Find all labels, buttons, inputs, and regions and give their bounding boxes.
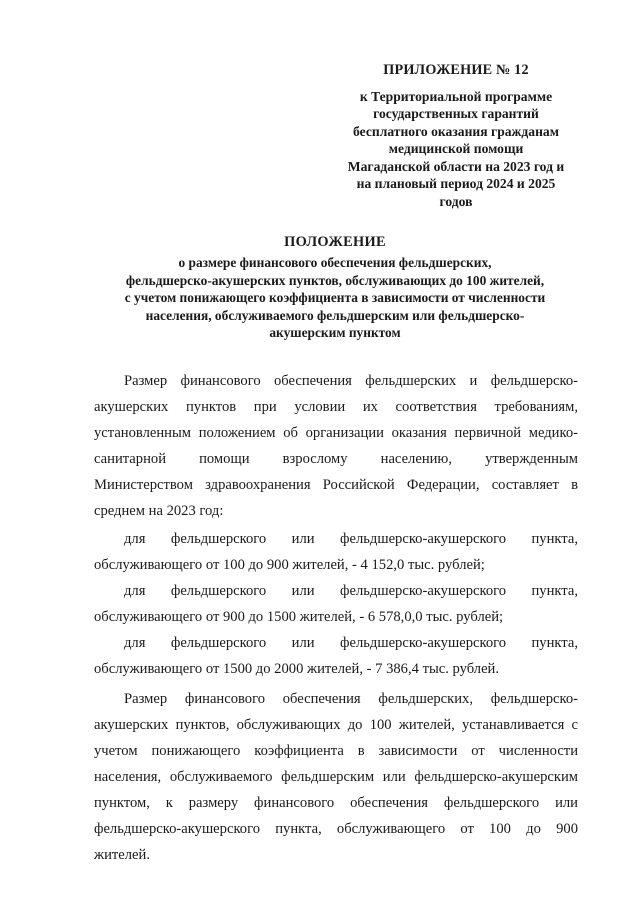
appendix-header [318,62,594,210]
text-line: пунктом, к размеру финансового обеспечения фельдшерского или [94,795,578,811]
regulation-subtitle-line: фельдшерско-акушерских пунктов, обслуживающих до 100 жителей, [125,272,545,288]
text-line: для фельдшерского или фельдшерско-акушерского пункта, [124,635,578,651]
text-line: Размер финансового обеспечения фельдшерских, фельдшерско- [124,691,578,707]
text-line: обслуживающего от 100 до 900 жителей, - 4 152,0 тыс. рублей; [94,557,485,573]
paragraph-reduced-coefficient [94,686,578,868]
text-line: акушерских пунктов при условии их соответствия требованиям, [94,399,578,415]
regulation-subtitle-line: населения, обслуживаемого фельдшерским или фельдшерско- [145,307,525,323]
text-line: фельдшерско-акушерского пункта, обслуживающего от 100 до 900 [94,821,578,837]
regulation-title: ПОЛОЖЕНИЕ [284,234,386,250]
regulation-subtitle-line: о размере финансового обеспечения фельдшерских, [178,255,492,270]
text-line: Министерством здравоохранения Российской Федерации, составляет в [94,477,578,493]
paragraph-financing-amount [94,368,578,524]
text-line: среднем на 2023 год: [94,503,224,519]
text-line: учетом понижающего коэффициента в зависимости от численности [94,743,578,759]
body-text [94,368,578,868]
text-line: населения, обслуживаемого фельдшерским или фельдшерско-акушерским [94,769,578,785]
appendix-line: к Территориальной программе [359,88,553,104]
regulation-heading [80,232,590,342]
appendix-line: государственных гарантий [373,106,539,121]
appendix-line: бесплатного оказания гражданам [353,123,559,139]
text-line: установленным положением об организации оказания первичной медико- [94,425,578,441]
appendix-line: на плановый период 2024 и 2025 [356,176,556,191]
text-line: жителей. [94,847,150,863]
regulation-subtitle-line: с учетом понижающего коэффициента в зависимости от численности [124,290,546,305]
appendix-line: медицинской помощи [388,141,524,156]
regulation-subtitle-line: акушерским пунктом [269,325,401,340]
text-line: обслуживающего от 1500 до 2000 жителей, - 7 386,4 тыс. рублей. [94,661,500,677]
list-item-900-1500 [94,578,578,630]
text-line: санитарной помощи взрослому населению, утвержденным [94,451,578,467]
appendix-title: ПРИЛОЖЕНИЕ № 12 [383,62,529,78]
text-line: обслуживающего от 900 до 1500 жителей, - 6 578,0,0 тыс. рублей; [94,609,504,625]
list-item-100-900 [94,526,578,578]
text-line: Размер финансового обеспечения фельдшерских и фельдшерско- [124,373,578,389]
appendix-line: годов [439,193,473,209]
text-line: акушерских пунктов, обслуживающих до 100 жителей, устанавливается с [94,717,578,733]
text-line: для фельдшерского или фельдшерско-акушерского пункта, [124,531,578,547]
appendix-line: Магаданской области на 2023 год и [347,158,565,174]
list-item-1500-2000 [94,630,578,682]
text-line: для фельдшерского или фельдшерско-акушерского пункта, [124,583,578,599]
